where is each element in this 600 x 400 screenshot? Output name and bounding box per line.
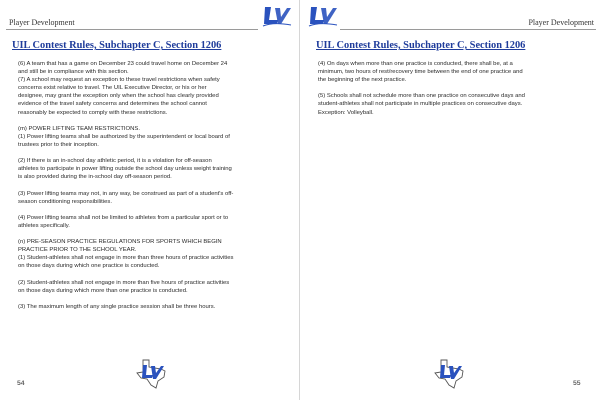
lv-logo-icon <box>262 4 292 33</box>
text-line: Exception: Volleyball. <box>318 109 374 116</box>
paragraph <box>318 92 590 116</box>
running-header: Player Development <box>528 18 594 27</box>
text-line: and still be in compliance with this section. <box>18 69 129 76</box>
text-line: season conditioning responsibilities. <box>18 198 112 205</box>
body-text <box>18 60 286 319</box>
paragraph <box>18 157 286 181</box>
text-line: (5) Schools shall not schedule more than one practice on consecutive days and <box>318 93 525 100</box>
text-line: (2) Student-athletes shall not engage in more than five hours of practice activities <box>18 279 230 286</box>
right-page <box>300 0 600 400</box>
paragraph <box>18 60 286 117</box>
running-header: Player Development <box>9 18 75 27</box>
text-line: is also provided during the in-school day off-season period. <box>18 174 172 181</box>
text-line: (4) On days when more than one practice is conducted, there shall be, at a <box>318 61 513 67</box>
text-line: on those days during which one practice is conducted. <box>18 263 160 270</box>
text-line: evidence of the travel safety concerns and determines the school cannot <box>18 101 207 108</box>
page-number: 55 <box>573 380 581 387</box>
text-line: PRACTICE PRIOR TO THE SCHOOL YEAR. <box>18 247 137 254</box>
text-line: (4) Power lifting teams shall not be limited to athletes from a particular sport or to <box>18 214 229 221</box>
lv-texas-logo-icon <box>432 358 468 395</box>
paragraph <box>18 238 286 270</box>
paragraph <box>18 303 286 311</box>
text-line: the beginning of the next practice. <box>318 77 407 84</box>
text-line: designee, may grant the exception only when the school has clearly provided <box>18 93 219 100</box>
paragraph <box>18 214 286 230</box>
text-line: (m) POWER LIFTING TEAM RESTRICTIONS. <box>18 125 140 132</box>
paragraph <box>318 60 590 84</box>
paragraph <box>18 190 286 206</box>
text-line: minimum, two hours of rest/recovery time between the end of one practice and <box>318 69 523 76</box>
text-line: (1) Power lifting teams shall be authorized by the superintendent or local board of <box>18 133 230 140</box>
text-line: (1) Student-athletes shall not engage in more than three hours of practice activities <box>18 255 234 262</box>
text-line: (6) A team that has a game on December 23 could travel home on December 24 <box>18 61 228 67</box>
paragraph <box>18 125 286 149</box>
lv-texas-logo-icon <box>134 358 170 395</box>
text-line: trustees prior to their inception. <box>18 141 99 148</box>
text-line: athletes to participate in power lifting outside the school day unless weight training <box>18 166 232 173</box>
text-line: reasonably be expected to comply with these restrictions. <box>18 109 168 116</box>
text-line: (3) Power lifting teams may not, in any way, be construed as part of a student's off- <box>18 190 234 197</box>
header-rule <box>6 29 258 30</box>
text-line: (7) A school may request an exception to these travel restrictions when safety <box>18 77 220 84</box>
page-number: 54 <box>17 380 25 387</box>
text-line: student-athletes shall not participate in multiple practices on consecutive days. <box>318 101 523 108</box>
text-line: concerns exist relative to travel. The UIL Executive Director, or his or her <box>18 85 207 92</box>
section-title: UIL Contest Rules, Subchapter C, Section 1206 <box>12 40 222 51</box>
section-title: UIL Contest Rules, Subchapter C, Section 1206 <box>316 40 526 51</box>
paragraph <box>18 279 286 295</box>
text-line: (2) If there is an in-school day athletic period, it is a violation for off-season <box>18 158 212 165</box>
lv-logo-icon <box>308 4 338 33</box>
text-line: (3) The maximum length of any single practice session shall be three hours. <box>18 303 216 310</box>
text-line: athletes specifically. <box>18 222 70 229</box>
body-text <box>318 60 590 125</box>
text-line: on those days during which more than one practice is conducted. <box>18 287 188 294</box>
header-rule <box>340 29 596 30</box>
text-line: (n) PRE-SEASON PRACTICE REGULATIONS FOR SPORTS WHICH BEGIN <box>18 239 222 246</box>
